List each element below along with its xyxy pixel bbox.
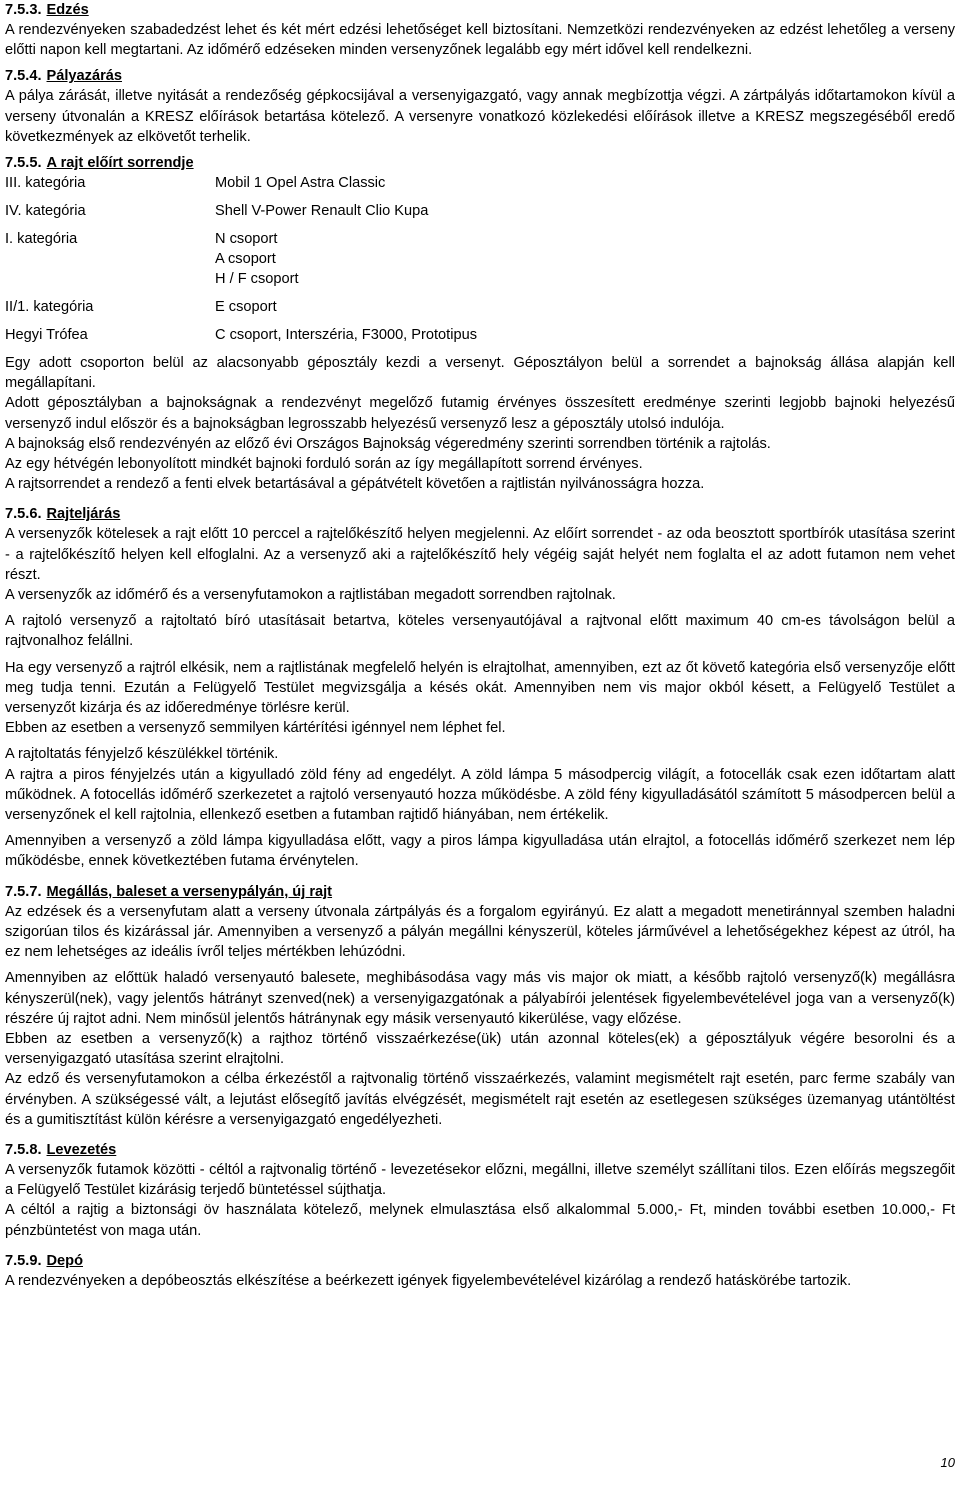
group-cell: E csoport [215,299,277,316]
paragraph: Amennyiben a versenyző a zöld lámpa kigyulladása előtt, vagy a piros lámpa kigyulladása után elrajtol, a fotocellás időmérő szerkezet nem lép működésbe, ennek következtében futama érvénytelen. [5,833,955,870]
table-row [5,249,477,269]
section-number: 7.5.4. [5,68,42,85]
paragraph: Adott géposztályban a bajnokságnak a rendezvényt megelőző futamig érvényes összesített eredménye szerinti legjobb bajnoki helyezésű versenyző indul először és a bajnokságban legrosszabb helyezésű versenyző lesz a géposztály utolsó indulója. [5,395,955,432]
section-title: Depó [46,1252,83,1269]
paragraph: Ebben az esetben a versenyző semmilyen kártérítési igénnyel nem léphet fel. [5,720,506,737]
category-cell [5,269,215,297]
paragraph: A versenyzők futamok közötti - céltól a rajtvonalig történő - levezetésekor előzni, megállni, illetve személyt szállítani tilos. Ezen előírás megszegőit a Felügyelő Testület kizárásig terjedő büntetéssel sújthatja. [5,1161,955,1199]
category-cell [5,249,215,269]
section-heading-training [5,0,955,20]
page-number: 10 [940,1454,955,1470]
section-title: Rajteljárás [46,506,121,523]
group-cell: C csoport, Interszéria, F3000, Prototipus [215,327,477,344]
category-cell: Hegyi Trófea [5,327,88,344]
document-page [5,0,955,1291]
section-number: 7.5.7. [5,883,42,900]
paragraph: A rendezvényeken szabadedzést lehet és két mért edzési lehetőséget kell biztosítani. Nemzetközi rendezvényeken az edzést lehetőleg a verseny előtti napon kell megtartani. Az időmérő edzéseken minden versenyzőnek legalább egy mért idővel kell rendelkezni. [5,22,955,59]
paragraph: A versenyzők kötelesek a rajt előtt 10 perccel a rajtelőkészítő helyen megjelenni. Az előírt sorrendet - az oda beosztott sportbírók utasítása szerint - a rajtelőkészítő helyen kell elfoglalni. Az a versenyző aki a rajtelőkészítő hely végéig saját helyét nem foglalta el az adott futamon nem vehet részt. [5,526,955,583]
table-row [5,173,477,201]
paragraph: Az edzések és a versenyfutam alatt a verseny útvonala zártpályás és a forgalom egyirányú. Ez alatt a megadott menetiránnyal szemben haladni szigorúan tilos és kizárással jár. Amennyiben a versenyző a pályán megállni kényszerül, köteles járművével a lehetőségekhez képest az útról, ha ez nem lehetséges az ideális ívről teljes mértékben lehúzódni. [5,903,955,961]
section-title: Megállás, baleset a versenypályán, új rajt [46,883,333,900]
paragraph: A rajtoló versenyző a rajtoltató bíró utasításait betartva, köteles versenyautójával a rajtvonal előtt maximum 40 cm-es távolságon belül a rajtvonalhoz felállni. [5,613,955,650]
table-row [5,325,477,353]
group-cell: N csoport [215,231,278,248]
group-cell: Mobil 1 Opel Astra Classic [215,175,386,192]
table-row [5,297,477,325]
table-row [5,269,477,297]
paragraph: A bajnokság első rendezvényén az előző évi Országos Bajnokság végeredmény szerinti sorrendben történik a rajtolás. [5,435,771,452]
category-cell: I. kategória [5,231,78,248]
category-cell: II/1. kategória [5,299,94,316]
paragraph: Amennyiben az előttük haladó versenyautó balesete, meghibásodása vagy más vis major ok miatt, a később rajtoló versenyző(k) megállásra kényszerül(nek), vagy jelentős hátrányt szenved(nek) a versenyigazgatónak a pályabírói jelentések figyelembevételével joga van a versenyző(k) részére új rajtot adni. Nem minősül jelentős hátránynak egy másik versenyautó kikerülése, vagy előzése. [5,970,955,1027]
group-cell: A csoport [215,251,276,268]
table-row [5,229,477,249]
section-heading-start-procedure [5,504,955,524]
section-heading-stopping [5,882,955,902]
section-title: Edzés [46,2,89,18]
section-number: 7.5.8. [5,1141,42,1158]
table-row [5,201,477,229]
section-title: Pályazárás [46,68,122,85]
group-cell: H / F csoport [215,271,299,288]
section-number: 7.5.3. [5,2,42,18]
section-title: Levezetés [46,1141,117,1158]
category-cell: III. kategória [5,175,86,192]
section-number: 7.5.6. [5,506,42,523]
paragraph: A céltól a rajtig a biztonsági öv használata kötelező, melynek elmulasztása első alkalommal 5.000,- Ft, minden további esetben 10.000,- Ft pénzbüntetést von maga után. [5,1202,955,1239]
category-cell: IV. kategória [5,203,86,220]
paragraph: A pálya zárását, illetve nyitását a rendezőség gépkocsijával a versenyigazgató, vagy annak megbízottja végzi. A zártpályás időtartamokon kívül a verseny útvonalán a KRESZ előírások betartása kötelező. A versenyre vonatkozó közlekedési előírások illetve a KRESZ megszegéséből eredő következmények az elkövetőt terhelik. [5,88,955,145]
section-heading-start-order [5,153,955,173]
section-number: 7.5.5. [5,155,42,172]
section-title: A rajt előírt sorrendje [46,155,194,172]
paragraph: Az edző és versenyfutamokon a célba érkezéstől a rajtvonalig történő visszaérkezés, valamint megismételt rajt esetén, parc ferme szabály van érvényben. A szükségessé vált, a lejutást elősegítő javítás elvégzését, megismételt rajt esetén az esetlegesen szükséges üzemanyag utántöltést és a gumitisztítást külön kérésre a versenyigazgató engedélyezheti. [5,1071,955,1128]
group-cell: Shell V-Power Renault Clio Kupa [215,203,429,220]
section-number: 7.5.9. [5,1252,42,1269]
paragraph: Egy adott csoporton belül az alacsonyabb géposztály kezdi a versenyt. Géposztályon belül a sorrendet a bajnokság állása alapján kell megállapítani. [5,355,955,392]
paragraph: A rajtoltatás fényjelző készülékkel történik. [5,746,279,763]
paragraph: A versenyzők az időmérő és a versenyfutamokon a rajtlistában megadott sorrendben rajtolnak. [5,587,616,604]
start-order-table [5,173,477,353]
paragraph: A rajtra a piros fényjelzés után a kigyulladó zöld fény ad engedélyt. A zöld lámpa 5 másodpercig világít, a fotocellák csak ezen időtartam alatt működnek. A fotocellás időmérő szerkezetet a rajtoló versenyautó hozza működésbe. A zöld fény kigyulladásától számított 5 másodpercen belül a versenyzőnek el kell rajtolnia, ellenkező esetben a futamban rajtidő hiányában, nem értékelik. [5,766,955,824]
section-heading-driving [5,1140,955,1160]
section-heading-closure [5,66,955,86]
paragraph: A rendezvényeken a depóbeosztás elkészítése a beérkezett igények figyelembevételével kizárólag a rendező hatáskörébe tartozik. [5,1272,852,1289]
section-heading-depot [5,1251,955,1271]
paragraph: Ebben az esetben a versenyző(k) a rajthoz történő visszaérkezése(ük) után azonnal köteles(ek) a géposztályuk végére besorolni és a versenyigazgató utasítása szerint elrajtolni. [5,1030,955,1068]
paragraph: Ha egy versenyző a rajtról elkésik, nem a rajtlistának megfelelő helyén is elrajtolhat, amennyiben, ezt az őt követő kategória első versenyzője előtt meg tudja tenni. Ezután a Felügyelő Testület megvizsgálja a késés okát. Amennyiben nem vis major okból késett, a Felügyelő Testület a versenyzőt kizárja és az időeredménye törlésre kerül. [5,659,955,717]
paragraph: Az egy hétvégén lebonyolított mindkét bajnoki forduló során az így megállapított sorrend érvényes. [5,456,643,473]
paragraph: A rajtsorrendet a rendező a fenti elvek betartásával a gépátvételt követően a rajtlistán nyilvánosságra hozza. [5,476,705,493]
